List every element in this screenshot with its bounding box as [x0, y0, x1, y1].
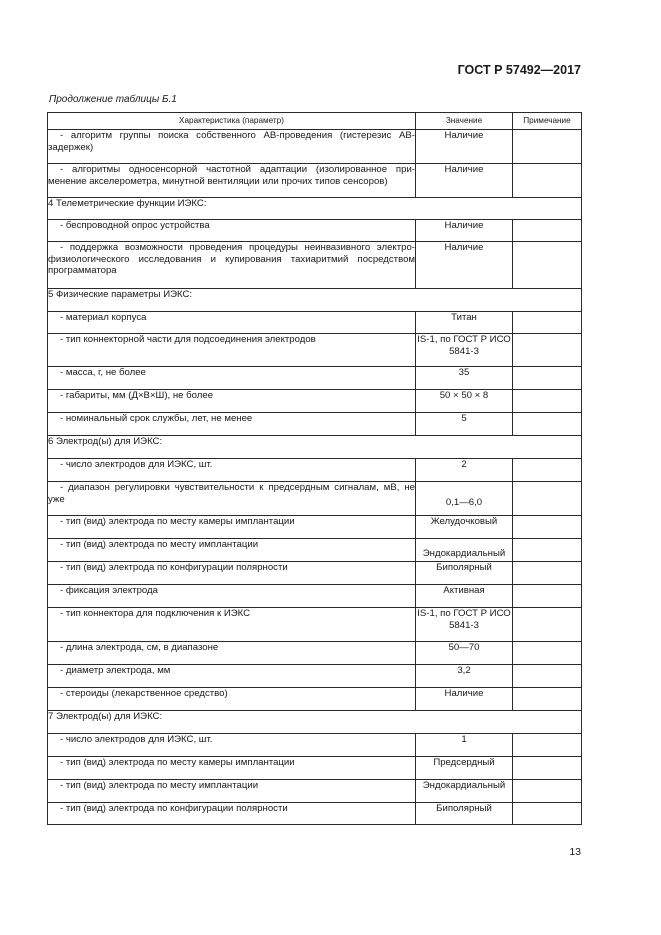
value-cell: 3,2: [416, 665, 513, 688]
note-cell: [513, 413, 582, 436]
parameter-cell: - тип коннекторной части для подсоединения электродов: [48, 334, 416, 367]
parameter-cell: - беспроводной опрос устройства: [48, 220, 416, 242]
column-header-note: Примечание: [513, 113, 582, 130]
value-cell: Желудочковый: [416, 516, 513, 539]
note-cell: [513, 334, 582, 367]
note-cell: [513, 757, 582, 780]
note-cell: [513, 688, 582, 711]
table-header-row: [48, 113, 582, 130]
table-row: [48, 367, 582, 390]
value-cell: 5: [416, 413, 513, 436]
table-row: [48, 803, 582, 825]
table-row: [48, 780, 582, 803]
value-cell: Предсердный: [416, 757, 513, 780]
note-cell: [513, 734, 582, 757]
table-row: [48, 688, 582, 711]
parameter-cell: - тип (вид) электрода по месту имплантации: [48, 780, 416, 803]
note-cell: [513, 780, 582, 803]
value-cell: 50—70: [416, 642, 513, 665]
parameter-cell: - диапазон регулировки чувствительности к предсердным сигналам, мВ, не уже: [48, 482, 416, 516]
parameter-cell: - тип (вид) электрода по конфигурации полярности: [48, 562, 416, 585]
value-cell: 35: [416, 367, 513, 390]
table-row: [48, 130, 582, 164]
value-cell: Наличие: [416, 688, 513, 711]
value-cell: 0,1—6,0: [416, 482, 513, 516]
value-cell: Наличие: [416, 220, 513, 242]
spec-table: [47, 112, 582, 825]
value-cell: Наличие: [416, 164, 513, 198]
note-cell: [513, 130, 582, 164]
value-cell: Активная: [416, 585, 513, 608]
table-row: [48, 334, 582, 367]
value-cell: IS-1, по ГОСТ Р ИСО 5841-3: [416, 608, 513, 642]
value-cell: Наличие: [416, 242, 513, 289]
parameter-cell: - число электродов для ИЭКС, шт.: [48, 459, 416, 482]
table-row: [48, 757, 582, 780]
parameter-cell: - тип (вид) электрода по месту имплантации: [48, 539, 416, 562]
note-cell: [513, 459, 582, 482]
table-row: [48, 665, 582, 688]
table-row: [48, 482, 582, 516]
value-cell: Эндокардиальный: [416, 780, 513, 803]
table-row: [48, 242, 582, 289]
value-cell: Биполярный: [416, 803, 513, 825]
value-cell: Наличие: [416, 130, 513, 164]
table-row: [48, 459, 582, 482]
value-cell: 50 × 50 × 8: [416, 390, 513, 413]
value-cell: 2: [416, 459, 513, 482]
note-cell: [513, 562, 582, 585]
table-caption: Продолжение таблицы Б.1: [49, 94, 177, 105]
parameter-cell: - диаметр электрода, мм: [48, 665, 416, 688]
section-heading: 6 Электрод(ы) для ИЭКС:: [48, 436, 582, 459]
table-row: [48, 585, 582, 608]
note-cell: [513, 220, 582, 242]
parameter-cell: - габариты, мм (Д×В×Ш), не более: [48, 390, 416, 413]
note-cell: [513, 242, 582, 289]
table-row: [48, 539, 582, 562]
value-cell: Титан: [416, 312, 513, 334]
parameter-cell: - алгоритм группы поиска собственного АВ-проведения (гистерезис АВ-задержек): [48, 130, 416, 164]
note-cell: [513, 665, 582, 688]
parameter-cell: - число электродов для ИЭКС, шт.: [48, 734, 416, 757]
parameter-cell: - тип (вид) электрода по месту камеры имплантации: [48, 516, 416, 539]
table-row: [48, 562, 582, 585]
table-row: [48, 734, 582, 757]
parameter-cell: - длина электрода, см, в диапазоне: [48, 642, 416, 665]
note-cell: [513, 164, 582, 198]
table-row: [48, 413, 582, 436]
column-header-value: Значение: [416, 113, 513, 130]
parameter-cell: - тип коннектора для подключения к ИЭКС: [48, 608, 416, 642]
value-cell: 1: [416, 734, 513, 757]
table-row: [48, 312, 582, 334]
parameter-cell: - тип (вид) электрода по месту камеры имплантации: [48, 757, 416, 780]
table-row: [48, 390, 582, 413]
table-row: [48, 220, 582, 242]
column-header-parameter: Характеристика (параметр): [48, 113, 416, 130]
note-cell: [513, 608, 582, 642]
value-cell: Эндокардиальный: [416, 539, 513, 562]
parameter-cell: - номинальный срок службы, лет, не менее: [48, 413, 416, 436]
parameter-cell: - масса, г, не более: [48, 367, 416, 390]
note-cell: [513, 367, 582, 390]
section-row: [48, 198, 582, 220]
section-heading: 4 Телеметрические функции ИЭКС:: [48, 198, 582, 220]
parameter-cell: - фиксация электрода: [48, 585, 416, 608]
table-row: [48, 642, 582, 665]
note-cell: [513, 390, 582, 413]
table-row: [48, 164, 582, 198]
parameter-cell: - тип (вид) электрода по конфигурации полярности: [48, 803, 416, 825]
note-cell: [513, 642, 582, 665]
note-cell: [513, 539, 582, 562]
parameter-cell: - стероиды (лекарственное средство): [48, 688, 416, 711]
section-heading: 7 Электрод(ы) для ИЭКС:: [48, 711, 582, 734]
note-cell: [513, 482, 582, 516]
table-row: [48, 608, 582, 642]
section-row: [48, 436, 582, 459]
document-id: ГОСТ Р 57492—2017: [457, 63, 581, 77]
parameter-cell: - материал корпуса: [48, 312, 416, 334]
table-row: [48, 516, 582, 539]
note-cell: [513, 803, 582, 825]
section-heading: 5 Физические параметры ИЭКС:: [48, 289, 582, 312]
value-cell: Биполярный: [416, 562, 513, 585]
section-row: [48, 711, 582, 734]
parameter-cell: - поддержка возможности проведения процедуры неинвазивного электро- физиологического исследования и купирования тахиаритмий посредством программатора: [48, 242, 416, 289]
parameter-cell: - алгоритмы односенсорной частотной адаптации (изолированное при- менение акселерометра, минутной вентиляции или прочих типов сенсоров): [48, 164, 416, 198]
page-number: 13: [569, 846, 581, 858]
note-cell: [513, 585, 582, 608]
section-row: [48, 289, 582, 312]
note-cell: [513, 516, 582, 539]
note-cell: [513, 312, 582, 334]
value-cell: IS-1, по ГОСТ Р ИСО 5841-3: [416, 334, 513, 367]
